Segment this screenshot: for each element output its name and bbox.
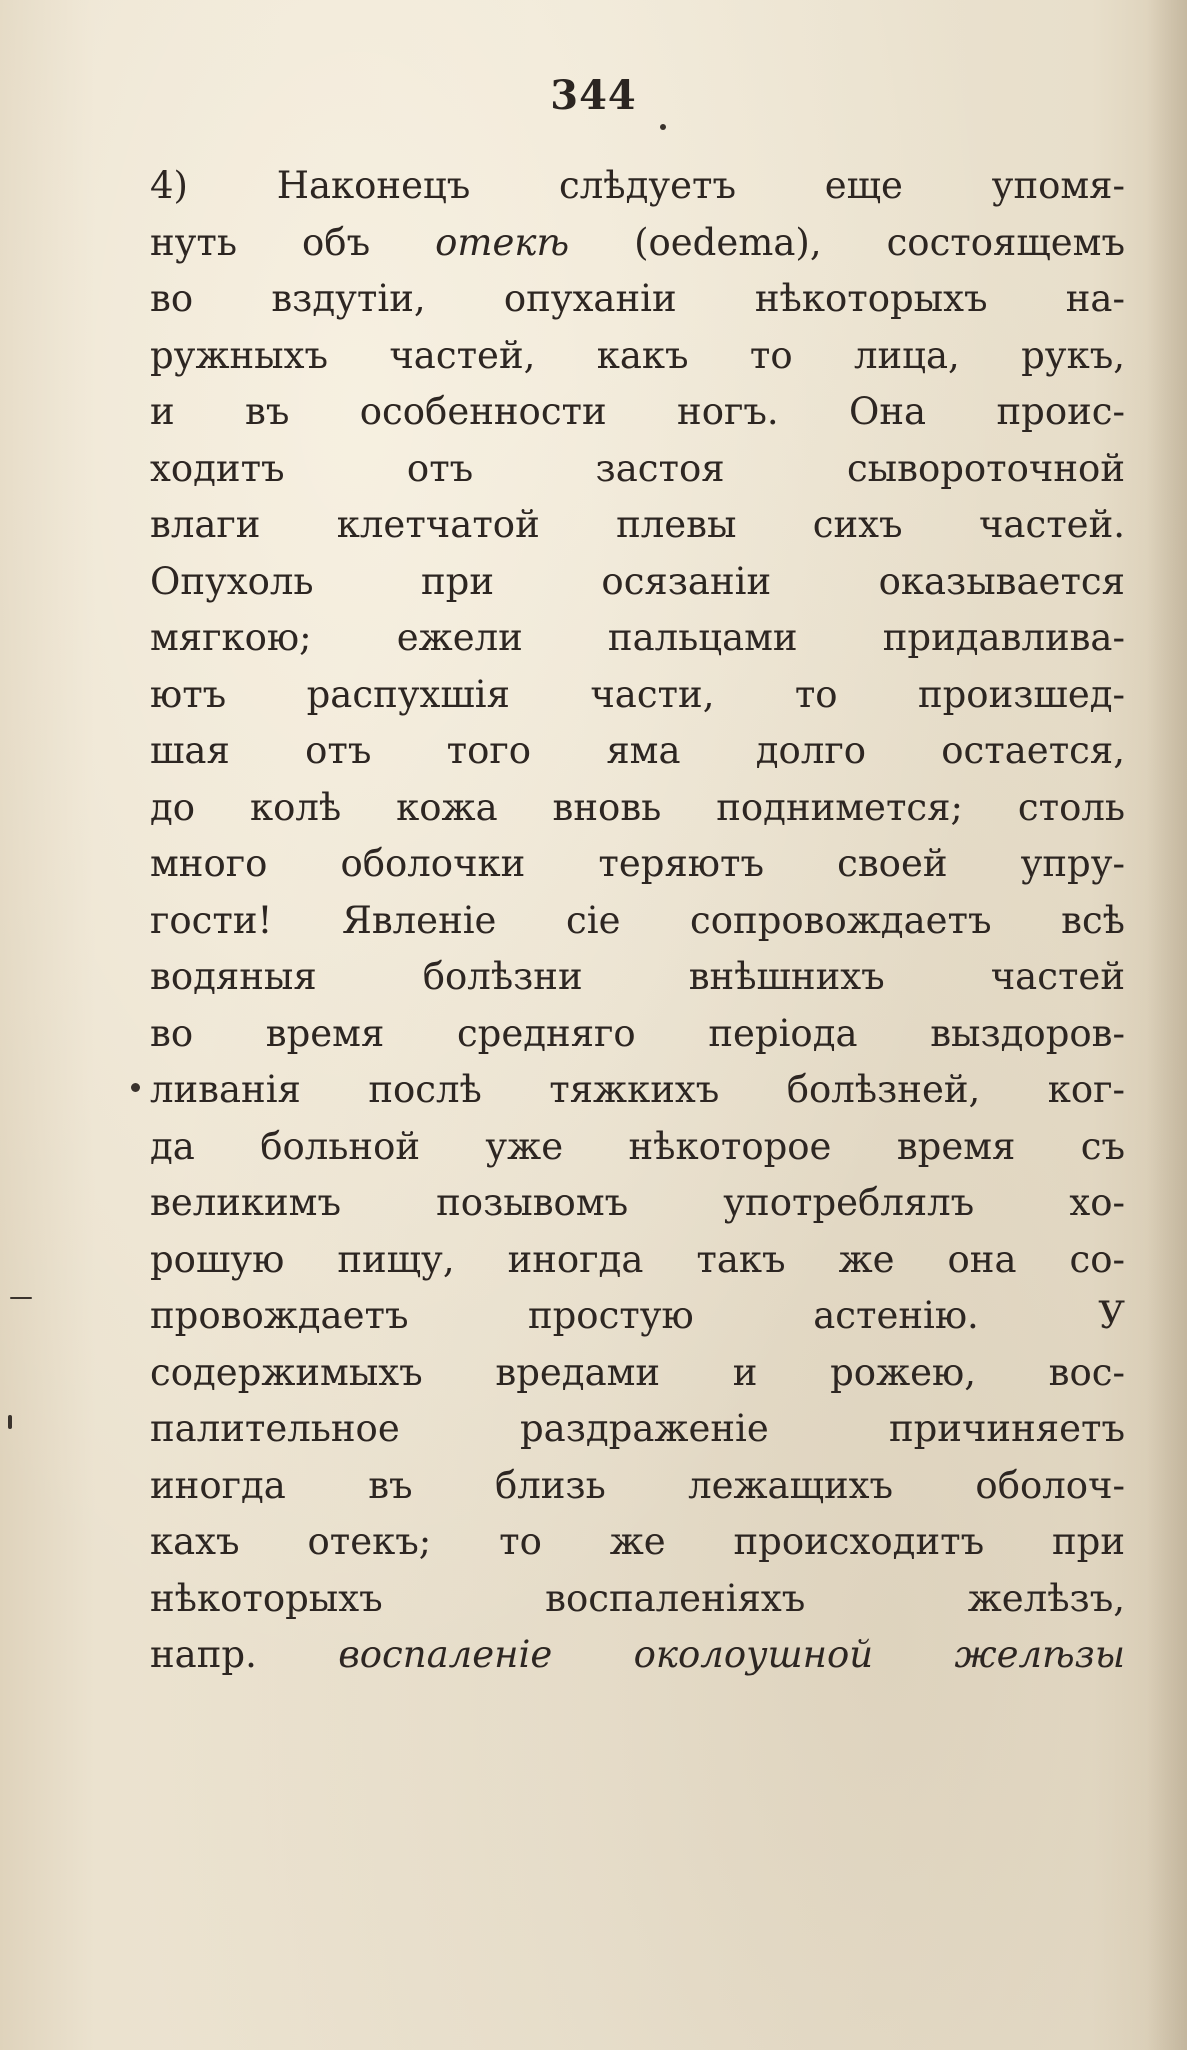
text-line [150,780,1125,837]
page-number: 344 [550,72,637,119]
text-line [150,1288,1125,1345]
text-segment: великимъ позывомъ употреблялъ хо- [150,1181,1125,1224]
text-segment: много оболочки теряютъ своей упру- [150,842,1125,885]
text-line [150,271,1125,328]
text-line [150,836,1125,893]
italic-segment: воспаленіе околоушной желѣзы [338,1633,1125,1676]
text-line [150,441,1125,498]
text-segment: до колѣ кожа вновь поднимется; столь [150,785,1125,829]
text-line [150,893,1125,950]
ink-speck [10,1297,32,1299]
italic-segment: отекѣ [435,220,570,264]
text-segment: да больной уже нѣкоторое время съ [150,1124,1125,1168]
text-segment: палительное раздраженіе причиняетъ [150,1407,1125,1450]
text-segment: гости! Явленіе сіе сопровождаетъ всѣ [150,898,1125,942]
text-segment: рошую пищу, иногда такъ же она со- [150,1237,1125,1281]
text-segment: нѣкоторыхъ воспаленіяхъ желѣзъ, [150,1576,1125,1620]
text-segment: кахъ отекъ; то же происходитъ при [150,1520,1125,1563]
text-line [150,1345,1125,1402]
text-line [150,1401,1125,1458]
text-line [150,1232,1125,1289]
text-segment: во вздутіи, опуханіи нѣкоторыхъ на- [150,277,1125,320]
text-segment: содержимыхъ вредами и рожею, вос- [150,1350,1125,1394]
text-segment: шая отъ того яма долго остается, [150,729,1125,772]
text-line [150,384,1125,441]
text-segment: влаги клетчатой плевы сихъ частей. [150,503,1125,546]
text-line [150,1627,1125,1684]
text-line [150,1571,1125,1628]
text-segment: ливанія послѣ тяжкихъ болѣзней, ког- [150,1068,1125,1111]
text-line [150,215,1125,272]
ink-speck [8,1415,12,1429]
text-segment: напр. [150,1633,339,1676]
page-edge-shadow [1147,0,1187,2050]
body-text [150,158,1125,1684]
text-segment: нуть объ [150,220,436,264]
text-segment: иногда въ близь лежащихъ оболоч- [150,1463,1125,1507]
text-line [150,1514,1125,1571]
ink-speck [131,1083,140,1092]
text-line [150,1006,1125,1063]
text-line [150,328,1125,385]
text-segment: Опухоль при осязаніи оказывается [150,559,1125,603]
text-segment: и въ особенности ногъ. Она проис- [150,390,1125,433]
text-segment: 4) Наконецъ слѣдуетъ еще упомя- [150,164,1125,207]
text-line [150,497,1125,554]
text-segment: ютъ распухшія части, то произшед- [150,672,1125,716]
text-line [150,723,1125,780]
text-line [150,1458,1125,1515]
text-line [150,1119,1125,1176]
text-line [150,1175,1125,1232]
text-segment: (oedema), состоящемъ [569,220,1125,264]
text-segment: ходитъ отъ застоя сывороточной [150,446,1125,490]
text-segment: ружныхъ частей, какъ то лица, рукъ, [150,333,1125,377]
text-line [150,610,1125,667]
text-segment: провождаетъ простую астенію. У [150,1294,1125,1337]
text-segment: водяныя болѣзни внѣшнихъ частей [150,955,1125,998]
text-line [150,1062,1125,1119]
text-segment: во время средняго періода выздоров- [150,1011,1125,1055]
text-line [150,158,1125,215]
text-line [150,949,1125,1006]
text-segment: мягкою; ежели пальцами придавлива- [150,616,1125,659]
ink-speck [660,124,666,130]
text-line [150,554,1125,611]
text-line [150,667,1125,724]
